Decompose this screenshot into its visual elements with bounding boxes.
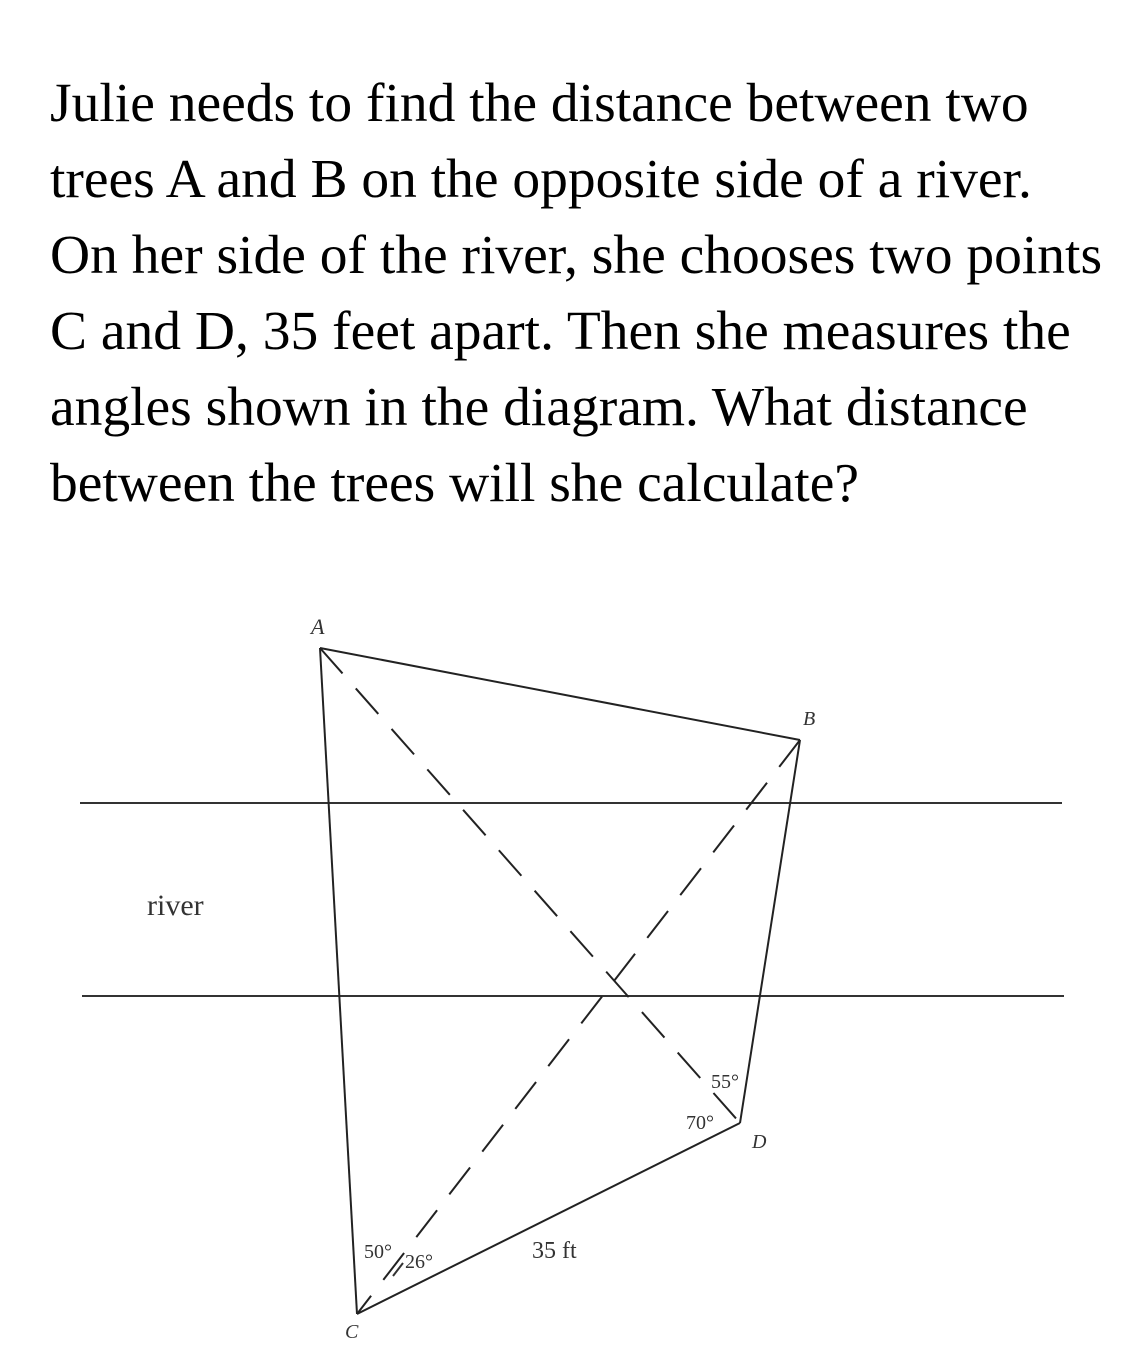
angle-label-c-left: 50° (364, 1241, 392, 1263)
point-label-b: B (803, 708, 816, 730)
segment-bc-dashed (357, 740, 800, 1314)
point-label-a: A (311, 614, 325, 639)
angle-label-c-right: 26° (405, 1251, 433, 1273)
problem-text: Julie needs to find the distance between two trees A and B on the opposite side of a river. On her side of the river, she chooses two points C and D, 35 feet apart. Then she measures the angles shown in the diagram. What distance between the trees will she calculate? (50, 73, 1103, 514)
river-label: river (147, 889, 204, 922)
angle-label-d-upper: 55° (711, 1071, 739, 1093)
segment-cd (357, 1123, 740, 1314)
point-label-d: D (752, 1131, 767, 1153)
segment-ac (320, 648, 357, 1314)
segment-ab (320, 648, 800, 740)
angle-label-d-lower: 70° (686, 1112, 714, 1134)
segment-ad-dashed (320, 648, 740, 1123)
point-label-c: C (345, 1321, 359, 1343)
segment-bd (740, 740, 800, 1123)
segment-label-cd: 35 ft (532, 1238, 577, 1264)
